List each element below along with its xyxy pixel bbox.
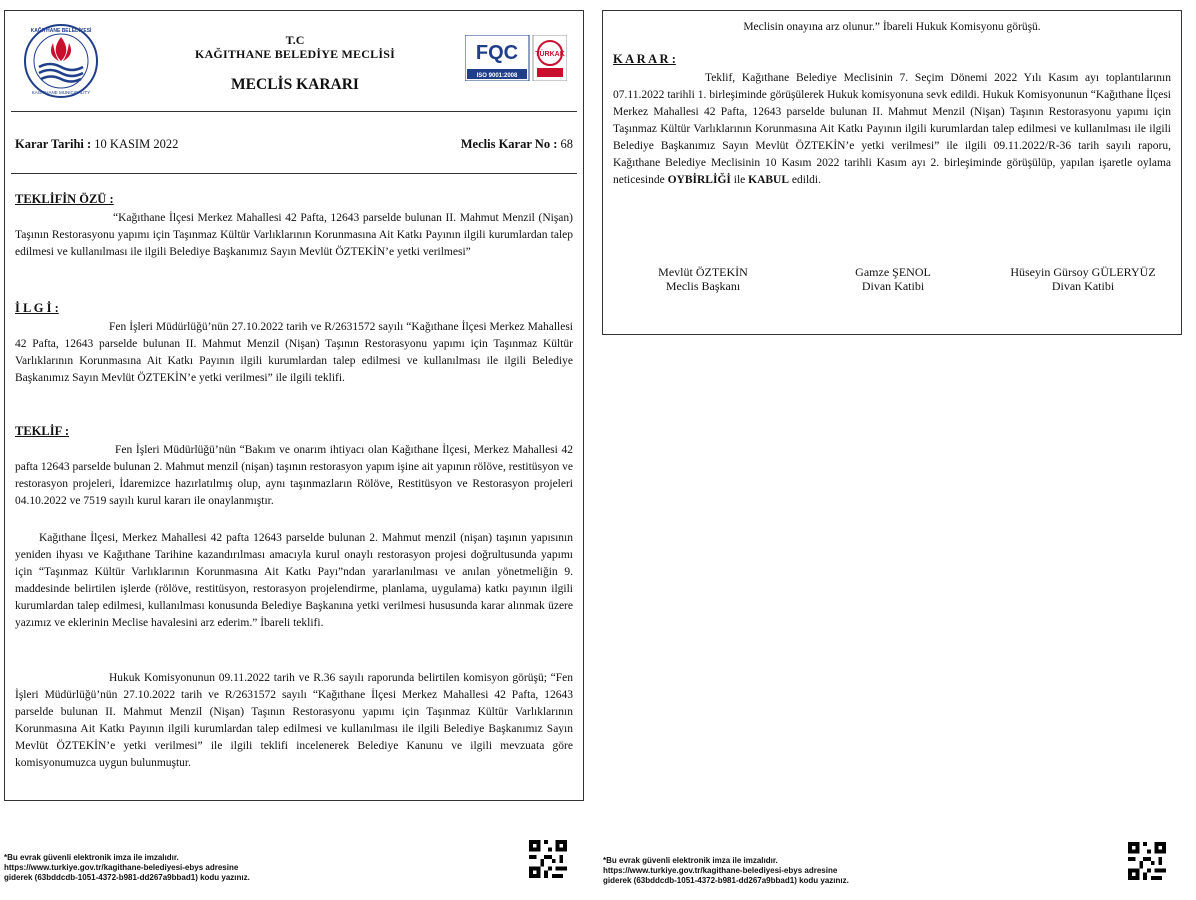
section-ilgi-text: Fen İşleri Müdürlüğü’nün 27.10.2022 tarih ve R/2631572 sayılı “Kağıthane İlçesi Merkez Mahallesi 42 Pafta, 12643 parselde bulunan II. Mahmut Menzil (Nişan) Taşının Restorasyonu yapımı için Taşınmaz Kültür Varlıklarının Korunmasına Ait Katkı Payının ilgili kurumlardan talep edilmesi ve kullanılması ile ilgili Belediye Başkanımız Sayın Mevlüt ÖZTEKİN’e yetki verilmesi” ile ilgili teklifi. (15, 321, 573, 384)
decision-number-label: Meclis Karar No : (460, 137, 558, 151)
section-ozu (15, 191, 573, 261)
decision-date-label: Karar Tarihi : (15, 137, 92, 151)
iso-certificate-badge (465, 35, 567, 81)
decision-number-value: 68 (560, 137, 573, 151)
signer-2-title: Divan Katibi (861, 279, 925, 293)
karar-text-mid: ile (730, 174, 749, 186)
signer-3-title: Divan Katibi (1051, 279, 1115, 293)
svg-text:ISO 9001:2008: ISO 9001:2008 (476, 73, 518, 79)
section-teklif-heading: TEKLİF : (15, 424, 70, 438)
karar-result-kabul: KABUL (748, 174, 790, 186)
section-karar-heading: K A R A R : (613, 52, 676, 66)
decision-date-value: 10 KASIM 2022 (94, 137, 179, 151)
document-title: MECLİS KARARI (231, 76, 359, 93)
header-tc: T.C (285, 33, 305, 47)
section-teklif-p2: Kağıthane İlçesi, Merkez Mahallesi 42 pafta 12643 parselde bulunan 2. Mahmut menzil (nişan) taşının yapısının yeniden ihyası ve Kağıthane Tarihine kazandırılması amacıyla kurul onaylı restorasyon projesi doğrultusunda yapımı için “Taşınmaz Kültür Varlıklarının Korunmasına Ait Katkı Payı”ndan yararlanılması ve anılan yönetmeliğin 9. maddesinde belirtilen işlerde (rölöve, restitüsyon, restorasyon projelendirme, planlama, uygulama) katkı payının ilgili kurumlardan talep edilmesi, kullanılması konusunda Belediye Başkanına yetki verilmesi hususunda karar alınmak üzere yazımız ve eklerinin Meclise havalesini arz ederim.” İbareli teklifi. (15, 532, 573, 629)
left-footer-line3: giderek (63bddcdb-1051-4372-b981-dd267a9bbad1) kodu yazınız. (4, 873, 250, 882)
section-ozu-text: “Kağıthane İlçesi Merkez Mahallesi 42 Pafta, 12643 parselde bulunan II. Mahmut Menzil (Nişan) Taşının Restorasyonu yapımı için Taşınmaz Kültür Varlıklarının Korunmasına Ait Katkı Payının ilgili kurumlardan talep edilmesi ve kullanılması ile ilgili Belediye Başkanımız Sayın Mevlüt ÖZTEKİN’e yetki verilmesi” (15, 212, 573, 258)
signer-2 (803, 265, 983, 293)
header-divider (11, 111, 577, 112)
svg-text:KAĞITHANE BELEDİYESİ: KAĞITHANE BELEDİYESİ (30, 28, 92, 34)
left-footer-line1: *Bu evrak güvenli elektronik imza ile imzalıdır. (4, 853, 179, 862)
section-karar (613, 51, 1171, 189)
left-footer-line2[interactable]: https://www.turkiye.gov.tr/kagithane-belediyesi-ebys adresine (4, 863, 239, 872)
section-teklif-p1: Fen İşleri Müdürlüğü’nün “Bakım ve onarım ihtiyacı olan Kağıthane İlçesi, Merkez Mahallesi 42 pafta 12643 parselde bulunan 2. Mahmut menzil (nişan) taşının restorasyon yapım işine ait yapının rölöve, restitüsyon ve restorasyon projeleri, İdaremizce hazırlatılmış olup, aynı taşınmazların Rölöve, Restitüsyon ve Restorasyon projeleri 04.10.2022 ve 7519 sayılı kurul kararı ile onaylanmıştır. (15, 444, 573, 507)
karar-text-end: edildi. (789, 174, 821, 186)
left-qr-code-icon (528, 840, 568, 878)
karar-result-oybirligi: OYBİRLİĞİ (667, 174, 731, 186)
left-footer (4, 853, 250, 883)
section-teklif-continued (15, 530, 573, 632)
section-ilgi-heading: İ L G İ : (15, 301, 59, 315)
signer-2-name: Gamze ŞENOL (855, 265, 931, 279)
decision-date (15, 137, 178, 152)
section-komisyon-text: Hukuk Komisyonunun 09.11.2022 tarih ve R.36 sayılı raporunda belirtilen komisyon görüşü; “Fen İşleri Müdürlüğü’nün 27.10.2022 tarih ve R/2631572 sayılı “Kağıthane İlçesi Merkez Mahallesi 42 Pafta, 12643 parselde bulunan II. Mahmut Menzil (Nişan) Taşının Restorasyonu yapımı için Taşınmaz Kültür Varlıklarının Korunmasına Ait Katkı Payının ilgili kurumlardan talep edilmesi ve kullanılması ile ilgili Belediye Başkanımız Sayın Mevlüt ÖZTEKİN’e yetki verilmesi” ile ilgili teklifi incelenerek Belediye Kanunu ve ilgili mevzuata göre komisyonumuzca uygun bulunmuştur. (15, 672, 573, 769)
signer-1-title: Meclis Başkanı (665, 279, 741, 293)
left-page (4, 10, 584, 801)
signer-1 (613, 265, 793, 293)
header-council-name: KAĞITHANE BELEDİYE MECLİSİ (195, 47, 395, 61)
right-footer-line3: giderek (63bddcdb-1051-4372-b981-dd267a9bbad1) kodu yazınız. (603, 876, 849, 885)
municipality-logo (23, 23, 99, 99)
right-page (602, 10, 1182, 335)
decision-number (461, 137, 573, 152)
right-footer-line1: *Bu evrak güvenli elektronik imza ile imzalıdır. (603, 856, 778, 865)
svg-text:FQC: FQC (475, 42, 519, 64)
section-ilgi (15, 300, 573, 387)
section-ozu-heading: TEKLİFİN ÖZÜ : (15, 192, 114, 206)
meta-divider (11, 173, 577, 174)
section-komisyon (15, 670, 573, 772)
right-footer (603, 856, 849, 886)
right-footer-line2[interactable]: https://www.turkiye.gov.tr/kagithane-belediyesi-ebys adresine (603, 866, 838, 875)
section-karar-text: Teklif, Kağıthane Belediye Meclisinin 7. Seçim Dönemi 2022 Yılı Kasım ayı toplantılarının 07.11.2022 tarihli 1. birleşiminde görüşülerek Hukuk komisyonuna sevk edildi. Hukuk Komisyonunun “Kağıthane İlçesi Merkez Mahallesi 42 Pafta, 12643 parselde bulunan II. Mahmut Menzil (Nişan) Taşının Restorasyonu yapımı için Taşınmaz Kültür Varlıklarının Korunmasına Ait Katkı Payının ilgili kurumlardan talep edilmesi ve kullanılması ile ilgili Belediye Başkanımız Sayın Mevlüt ÖZTEKİN’e yetki verilmesi” ile ilgili 09.11.2022/R-36 tarih sayılı raporu, Kağıthane Belediye Meclisinin 10 Kasım 2022 tarihli Kasım ayı 2. birleşiminde görüşülüp, yapılan işaretle oylama neticesinde (613, 72, 1171, 186)
right-top-line: Meclisin onayına arz olunur.” İbareli Hukuk Komisyonu görüşü. (743, 21, 1041, 33)
signer-3-name: Hüseyin Gürsoy GÜLERYÜZ (1010, 265, 1156, 279)
svg-text:KAGITHANE MUNICIPALITY: KAGITHANE MUNICIPALITY (31, 90, 91, 95)
signer-1-name: Mevlüt ÖZTEKİN (658, 265, 748, 279)
right-qr-code-icon (1127, 842, 1167, 880)
svg-text:TÜRKAK: TÜRKAK (535, 51, 565, 58)
document-header (5, 11, 583, 113)
section-teklif (15, 423, 573, 510)
signer-3 (988, 265, 1178, 293)
